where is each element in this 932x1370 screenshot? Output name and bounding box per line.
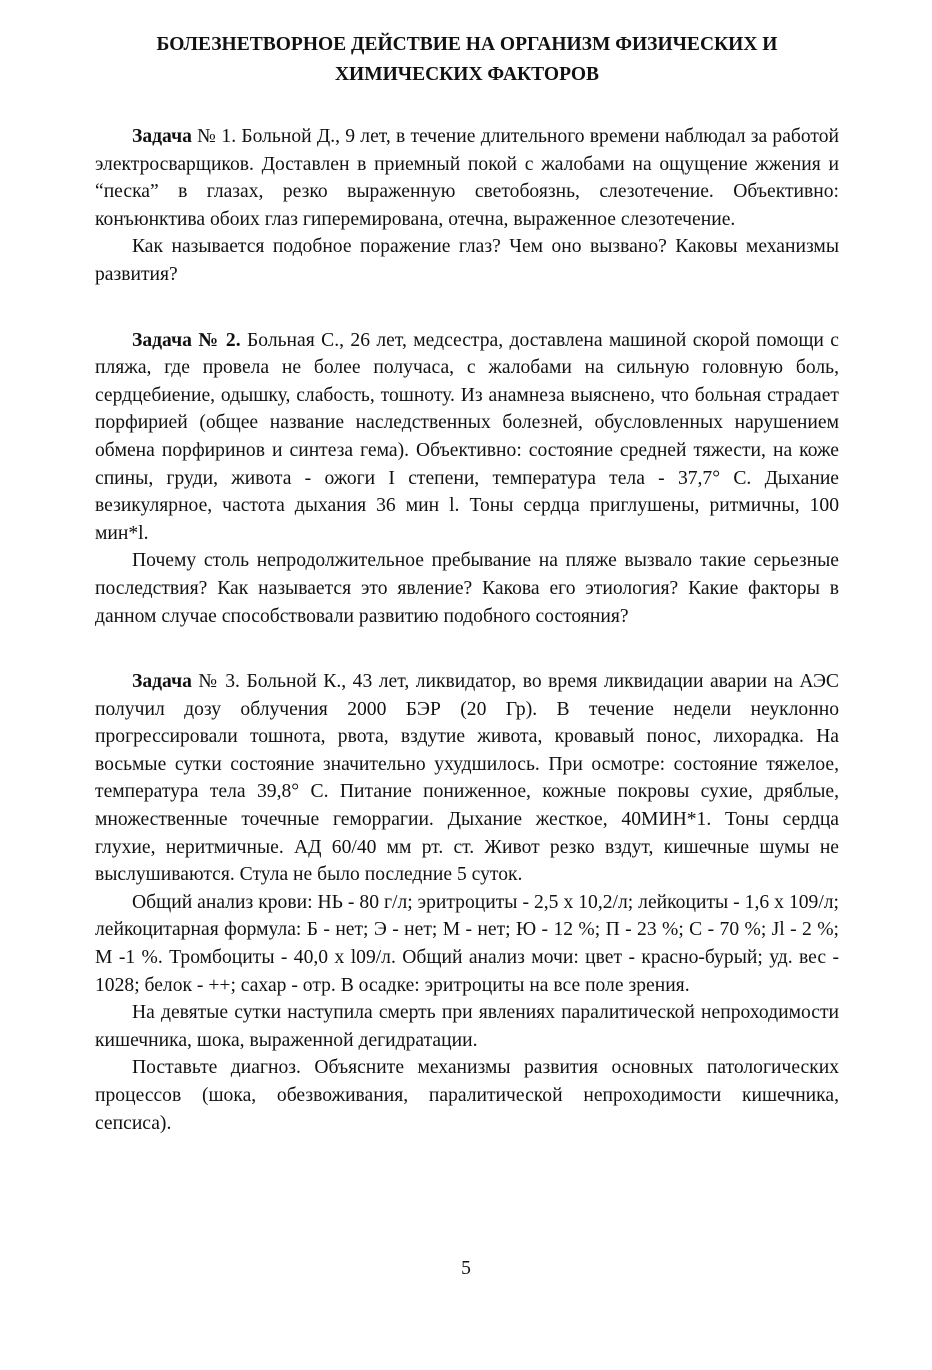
task-2 [95, 327, 839, 631]
title-line-1: БОЛЕЗНЕТВОРНОЕ ДЕЙСТВИЕ НА ОРГАНИЗМ ФИЗИЧЕСКИХ И [156, 34, 778, 55]
task-3-label: Задача [132, 671, 192, 693]
task-2-text: Больная С., 26 лет, медсестра, доставлена машиной скорой помощи с пляжа, где провела не более получаса, с жалобами на сильную головную боль, сердцебиение, одышку, слабость, тошноту. Из анамнеза выяснено, что больная страдает порфирией (общее название наследственных болезней, обусловленных нарушением обмена порфиринов и синтеза гема). Объективно: состояние средней тяжести, на коже спины, груди, живота - ожоги I степени, температура тела - 37,7° С. Дыхание везикулярное, частота дыхания 36 мин l. Тоны сердца приглушены, ритмичны, 100 мин*l. [95, 329, 840, 544]
task-1-paragraph-1 [95, 123, 839, 233]
page-title [95, 30, 839, 90]
task-3-text: Больной К., 43 лет, ликвидатор, во время ликвидации аварии на АЭС получил дозу облучения 2000 БЭР (20 Гр). В течение недели неуклонно прогрессировали тошнота, рвота, вздутие живота, кровавый понос, лихорадка. На восьмые сутки состояние значительно ухудшилось. При осмотре: состояние тяжелое, температура тела 39,8° С. Питание пониженное, кожные покровы сухие, дряблые, множественные точечные геморрагии. Дыхание жесткое, 40МИН*1. Тоны сердца глухие, неритмичные. АД 60/40 мм рт. ст. Живот резко вздут, кишечные шумы не выслушиваются. Стула не было последние 5 суток. [95, 671, 840, 886]
task-1-label: Задача [132, 126, 192, 147]
task-3-paragraph-4: Поставьте диагноз. Объясните механизмы развития основных патологических процессов (шока, обезвоживания, паралитической непроходимости кишечника, сепсиса). [95, 1057, 839, 1134]
task-1 [95, 123, 839, 289]
document-page [95, 30, 839, 1137]
page-number: 5 [461, 1258, 471, 1279]
task-1-number: № 1. [191, 126, 237, 147]
task-2-paragraph-2: Почему столь непродолжительное пребывание на пляже вызвало такие серьезные последствия? Как называется это явление? Какова его этиология? Какие факторы в данном случае способствовали развитию подобного состояния? [95, 550, 839, 627]
task-2-paragraph-1 [95, 327, 839, 548]
task-3-paragraph-2: Общий анализ крови: НЬ - 80 г/л; эритроциты - 2,5 х 10,2/л; лейкоциты - 1,6 х 109/л; лейкоцитарная формула: Б - нет; Э - нет; М - нет; Ю - 12 %; П - 23 %; С - 70 %; Jl - 2 %; М -1 %. Тромбоциты - 40,0 х l09/л. Общий анализ мочи: цвет - красно-бурый; уд. вес - 1028; белок - ++; сахар - отр. В осадке: эритроциты на все поле зрения. [95, 891, 839, 996]
title-line-2: ХИМИЧЕСКИХ ФАКТОРОВ [334, 64, 600, 85]
task-3-number: № 3. [191, 671, 240, 693]
task-3 [95, 668, 839, 1137]
task-1-paragraph-2: Как называется подобное поражение глаз? Чем оно вызвано? Каковы механизмы развития? [95, 236, 839, 285]
task-3-paragraph-1 [95, 668, 839, 889]
task-2-label: Задача № 2. [132, 329, 241, 351]
task-3-paragraph-3: На девятые сутки наступила смерть при явлениях паралитической непроходимости кишечника, шока, выраженной дегидратации. [95, 1002, 839, 1051]
task-1-text: Больной Д., 9 лет, в течение длительного времени наблюдал за работой электросварщиков. Доставлен в приемный покой с жалобами на ощущение жжения и “песка” в глазах, резко выраженную светобоязнь, слезотечение. Объективно: конъюнктива обоих глаз гиперемирована, отечна, выраженное слезотечение. [95, 126, 840, 230]
